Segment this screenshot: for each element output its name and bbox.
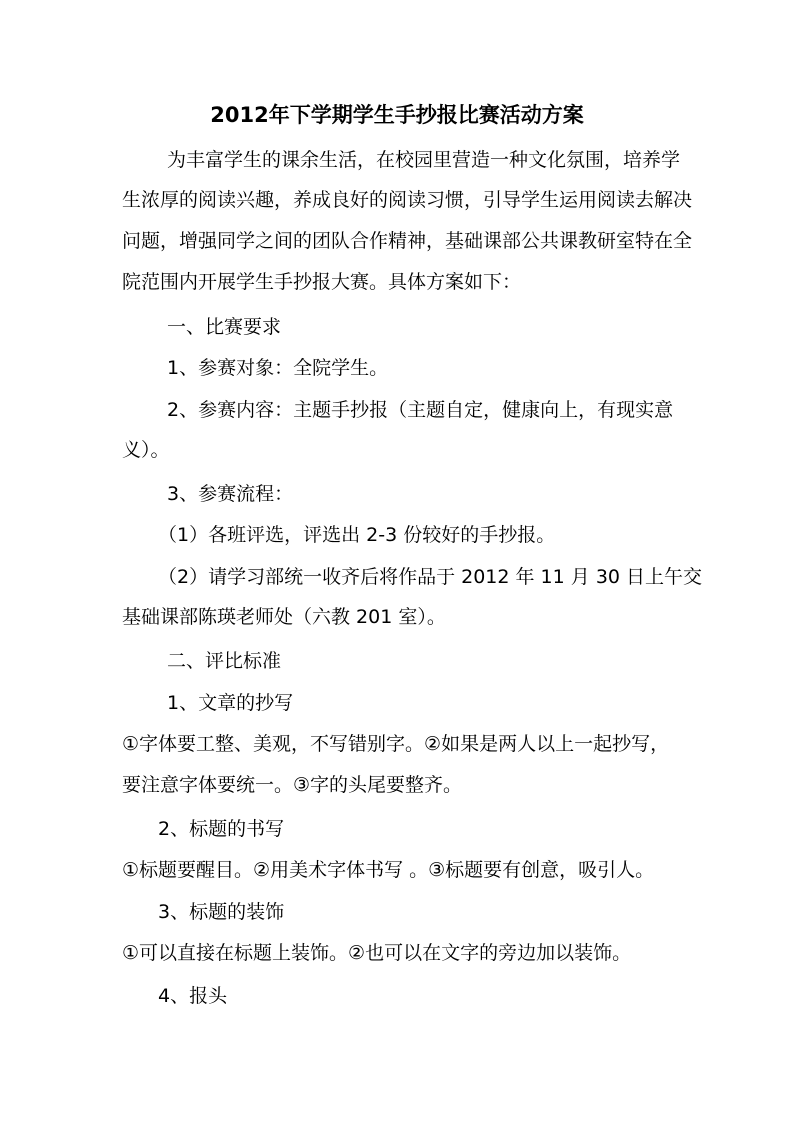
document-title: 2012年下学期学生手抄报比赛活动方案: [210, 103, 584, 127]
section1-step1: （1）各班评选，评选出 2-3 份较好的手抄报。: [158, 524, 556, 546]
intro-line-1: 为丰富学生的课余生活，在校园里营造一种文化氛围，培养学: [167, 149, 681, 171]
section2-item2: 2、标题的书写: [158, 818, 285, 840]
section1-item1: 1、参赛对象：全院学生。: [167, 357, 389, 379]
section1-item2-line1: 2、参赛内容：主题手抄报（主题自定，健康向上，有现实意: [167, 399, 674, 421]
intro-line-4: 院范围内开展学生手抄报大赛。具体方案如下：: [122, 271, 522, 293]
section2-item2-detail: ①标题要醒目。②用美术字体书写 。③标题要有创意，吸引人。: [122, 859, 655, 881]
section2-item4: 4、报头: [158, 985, 228, 1007]
section2-item1-detail-line1: ①字体要工整、美观，不写错别字。②如果是两人以上一起抄写，: [122, 733, 670, 755]
section1-item2-line2: 义）。: [122, 439, 170, 461]
section2-item1: 1、文章的抄写: [167, 692, 294, 714]
section2-heading: 二、评比标准: [167, 650, 282, 672]
section2-item3: 3、标题的装饰: [158, 901, 285, 923]
section1-step2-line1: （2）请学习部统一收齐后将作品于 2012 年 11 月 30 日上午交: [158, 566, 703, 588]
section2-item3-detail: ①可以直接在标题上装饰。②也可以在文字的旁边加以装饰。: [122, 942, 632, 964]
section1-step2-line2: 基础课部陈瑛老师处（六教 201 室）。: [122, 606, 446, 628]
section1-item3: 3、参赛流程：: [167, 483, 294, 505]
section2-item1-detail-line2: 要注意字体要统一。③字的头尾要整齐。: [122, 774, 463, 796]
section1-heading: 一、比赛要求: [167, 316, 282, 338]
intro-line-3: 问题，增强同学之间的团队合作精神，基础课部公共课教研室特在全: [122, 230, 693, 252]
intro-line-2: 生浓厚的阅读兴趣，养成良好的阅读习惯，引导学生运用阅读去解决: [122, 189, 693, 211]
